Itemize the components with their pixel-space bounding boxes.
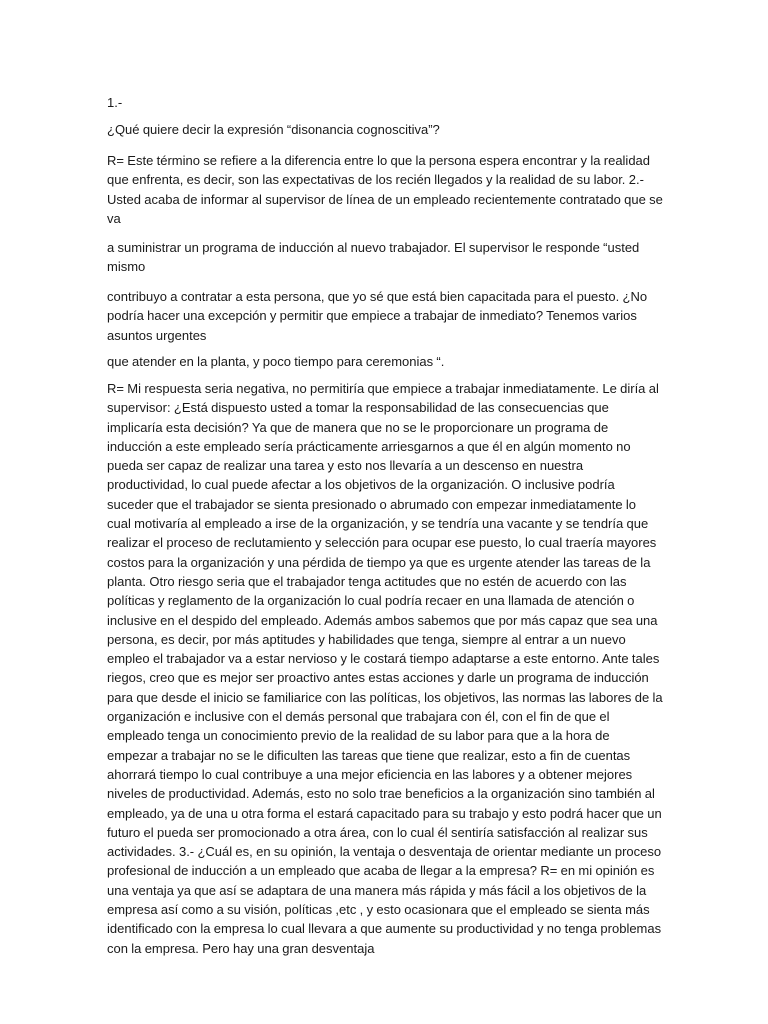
answer-2-paragraph: R= Mi respuesta seria negativa, no permitiría que empiece a trabajar inmediatamente. Le diría al supervisor: ¿Está dispuesto usted a tomar la responsabilidad de las consecuencias que implicaría esta decisión? Ya que de manera que no se le proporcionare un programa de inducción a este empleado sería prácticamente arriesgarnos a que él en algún momento no pueda ser capaz de realizar una tarea y esto nos llevaría a un descenso en nuestra productividad, lo cual puede afectar a los objetivos de la organización. O inclusive podría suceder que el trabajador se sienta presionado o abrumado con empezar inmediatamente lo cual motivaría al empleado a irse de la organización, y se tendría una vacante y se tendría que realizar el proceso de reclutamiento y selección para ocupar ese puesto, lo cual traería mayores costos para la organización y una pérdida de tiempo ya que es urgente atender las tareas de la planta. Otro riesgo seria que el trabajador tenga actitudes que no estén de acuerdo con las políticas y reglamento de la organización lo cual podría recaer en una llamada de atención o inclusive en el despido del empleado. Además ambos sabemos que por más capaz que sea una persona, es decir, por más aptitudes y habilidades que tenga, siempre al entrar a un nuevo empleo el trabajador va a estar nervioso y le costará tiempo adaptarse a este entorno. Ante tales riegos, creo que es mejor ser proactivo antes estas acciones y darle un programa de inducción para que desde el inicio se familiarice con las políticas, los objetivos, las normas las labores de la organización e inclusive con el demás personal que trabajara con él, con el fin de que el empleado tenga un conocimiento previo de la realidad de su labor para que a la hora de empezar a trabajar no se le dificulten las tareas que tiene que realizar, esto a fin de cuentas ahorrará tiempo lo cual contribuye a una mejor eficiencia en las labores y a obtener mejores niveles de productividad. Además, esto no solo trae beneficios a la organización sino también al empleado, ya de una u otra forma el estará capacitado para su trabajo y esto podrá hacer que un futuro el pueda ser promocionado a otra área, con lo cual él sentiría satisfacción al realizar sus actividades. 3.- ¿Cuál es, en su opinión, la ventaja o desventaja de orientar mediante un proceso profesional de inducción a un empleado que acaba de llegar a la empresa? R= en mi opinión es una ventaja ya que así se adaptara de una manera más rápida y más fácil a los objetivos de la empresa así como a su visión, políticas ,etc , y esto ocasionara que el empleado se sienta más identificado con la empresa lo cual llevara a que aumente su productividad y no tenga problemas con la empresa. Pero hay una gran desventaja xyxy=(107,381,663,956)
question-2-paragraph-end: que atender en la planta, y poco tiempo para ceremonias “. xyxy=(107,354,445,369)
question-2-paragraph-continued: a suministrar un programa de inducción al nuevo trabajador. El supervisor le responde “usted mismo xyxy=(107,240,640,275)
question-number: 1.- xyxy=(107,95,123,110)
question-1-text: ¿Qué quiere decir la expresión “disonancia cognoscitiva”? xyxy=(107,122,440,137)
question-2-paragraph-quote: contribuyo a contratar a esta persona, que yo sé que está bien capacitada para el puesto. ¿No podría hacer una excepción y permitir que empiece a trabajar de inmediato? Tenemos varios asuntos urgentes xyxy=(107,289,648,343)
answer-1-paragraph: R= Este término se refiere a la diferencia entre lo que la persona espera encontrar y la realidad que enfrenta, es decir, son las expectativas de los recién llegados y la realidad de su labor. 2.- Usted acaba de informar al supervisor de línea de un empleado recientemente contratado que se va xyxy=(107,153,663,226)
